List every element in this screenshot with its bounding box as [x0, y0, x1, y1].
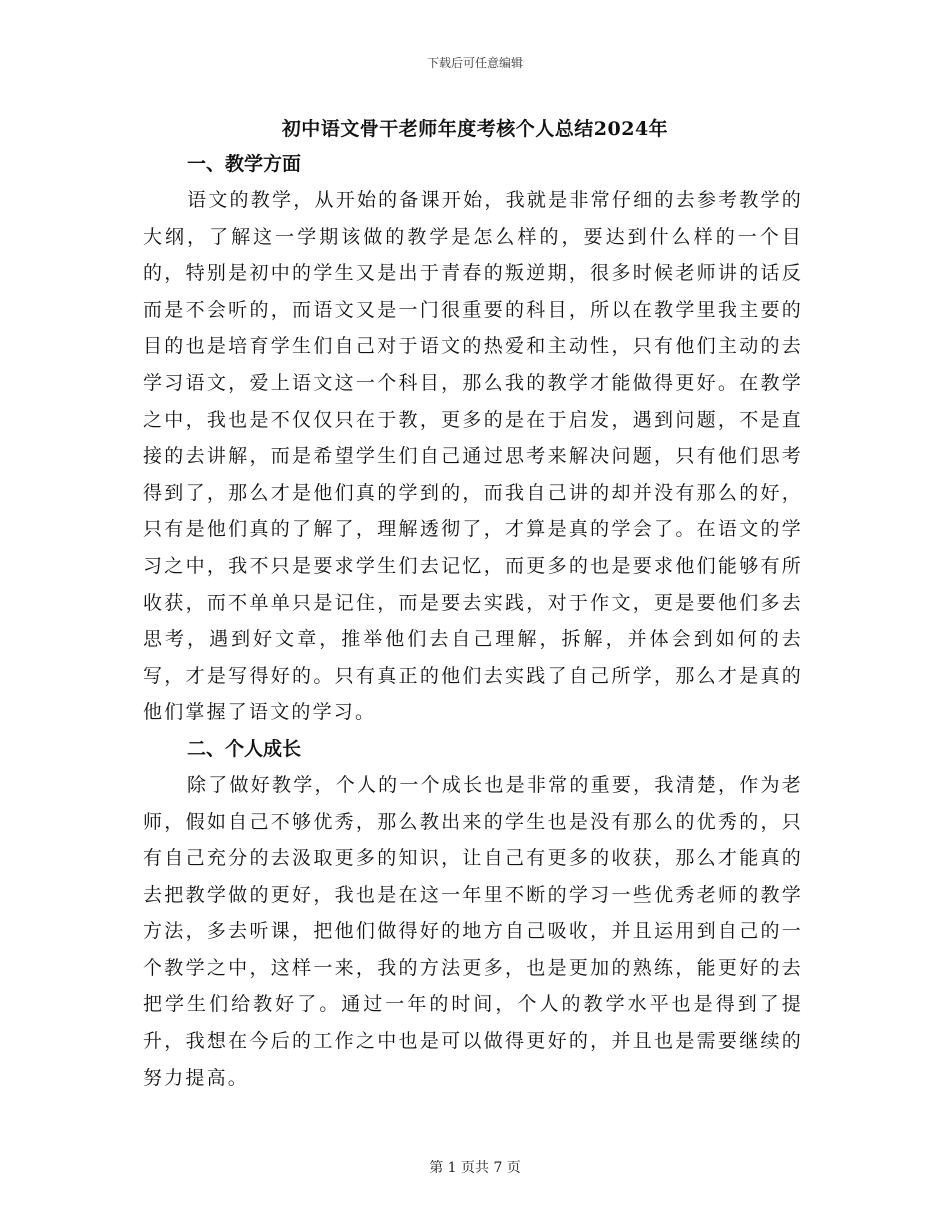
section-heading: 二、个人成长 — [187, 737, 302, 760]
page-footer-number: 第 1 页共 7 页 — [429, 1160, 521, 1176]
page-header-note: 下载后可任意编辑 — [426, 56, 523, 70]
section-personal-growth — [143, 731, 803, 1096]
section-teaching — [143, 146, 803, 731]
section-heading: 一、教学方面 — [187, 153, 302, 175]
document-body — [143, 146, 803, 1096]
document-title: 初中语文骨干老师年度考核个人总结2024年 — [281, 118, 669, 140]
section-paragraph: 语文的教学，从开始的备课开始，我就是非常仔细的去参考教学的大纲，了解这一学期该做的教学是怎么样的，要达到什么样的一个目的，特别是初中的学生又是出于青春的叛逆期，很多时候老师讲的话反而是不会听的，而语文又是一门很重要的科目，所以在教学里我主要的目的也是培育学生们自己对于语文的热爱和主动性，只有他们主动的去学习语文，爱上语文这一个科目，那么我的教学才能做得更好。在教学之中，我也是不仅仅只在于教，更多的是在于启发，遇到问题，不是直接的去讲解，而是希望学生们自己通过思考来解决问题，只有他们思考得到了，那么才是他们真的学到的，而我自己讲的却并没有那么的好，只有是他们真的了解了，理解透彻了，才算是真的学会了。在语文的学习之中，我不只是要求学生们去记忆，而更多的也是要求他们能够有所收获，而不单单只是记住，而是要去实践，对于作文，更是要他们多去思考，遇到好文章，推举他们去自己理解，拆解，并体会到如何的去写，才是写得好的。只有真正的他们去实践了自己所学，那么才是真的他们掌握了语文的学习。 — [143, 189, 803, 724]
section-paragraph: 除了做好教学，个人的一个成长也是非常的重要，我清楚，作为老师，假如自己不够优秀，那么教出来的学生也是没有那么的优秀的，只有自己充分的去汲取更多的知识，让自己有更多的收获，那么才能真的去把教学做的更好，我也是在这一年里不断的学习一些优秀老师的教学方法，多去听课，把他们做得好的地方自己吸收，并且运用到自己的一个教学之中，这样一来，我的方法更多，也是更加的熟练，能更好的去把学生们给教好了。通过一年的时间，个人的教学水平也是得到了提升，我想在今后的工作之中也是可以做得更好的，并且也是需要继续的努力提高。 — [143, 773, 803, 1089]
